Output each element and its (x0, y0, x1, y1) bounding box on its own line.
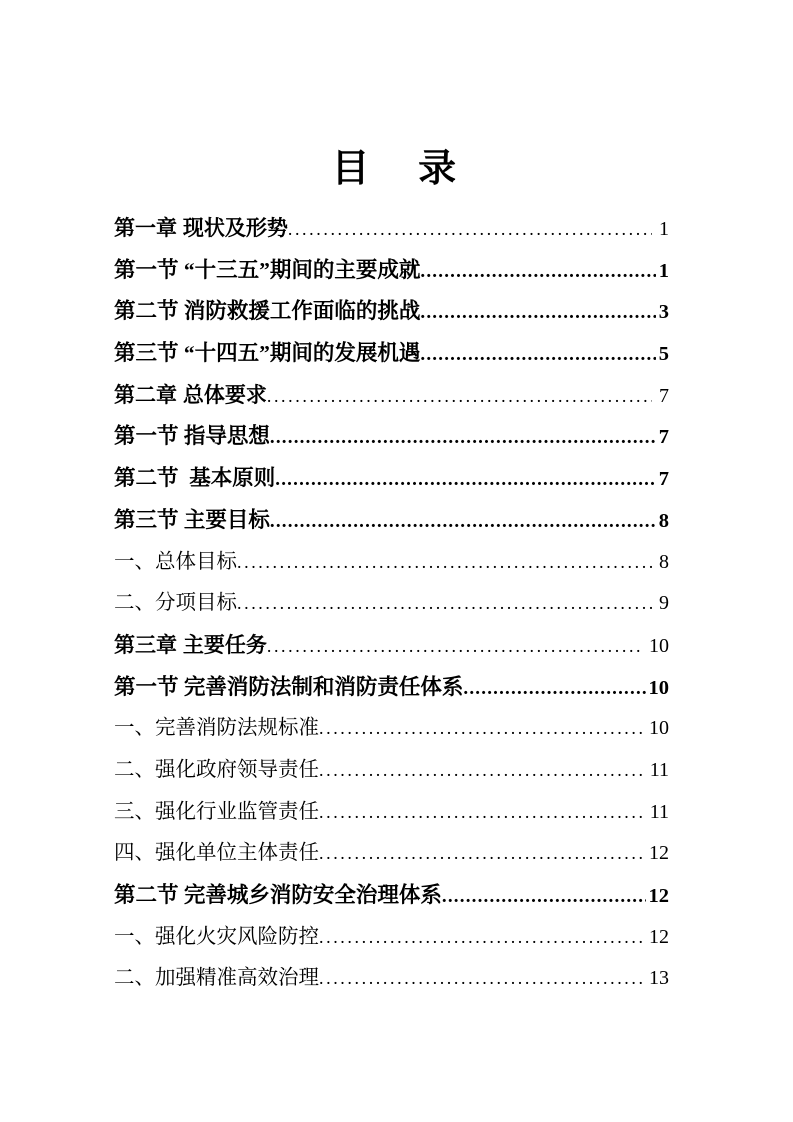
dot-leader (442, 876, 646, 918)
toc-entry-page-number: 10 (649, 717, 669, 740)
dot-leader (288, 209, 652, 251)
toc-entry-page-number: 5 (658, 343, 669, 366)
toc-entry (114, 500, 669, 542)
toc-entry-page-number: 1 (659, 218, 669, 240)
dot-leader (319, 708, 642, 750)
dot-leader (275, 459, 655, 501)
toc-entry-label: 第二节 完善城乡消防安全治理体系 (114, 883, 442, 907)
toc-entry (114, 917, 669, 959)
toc-entry-page-number: 7 (658, 426, 669, 449)
toc-entry (114, 958, 669, 1000)
toc-entry (114, 750, 669, 792)
toc-entry (114, 667, 669, 709)
dot-leader (267, 376, 652, 418)
toc-entry (114, 833, 669, 875)
toc-entry-page-number: 12 (649, 842, 669, 865)
toc-entry-page-number: 8 (659, 550, 669, 573)
dot-leader (270, 501, 656, 543)
toc-entry-label: 第三节 主要目标 (114, 507, 270, 532)
toc-entry (114, 792, 669, 834)
toc-entry-label: 一、总体目标 (114, 550, 237, 573)
toc-entry (114, 583, 669, 625)
toc-entry-label: 第二节 基本原则 (114, 466, 276, 491)
toc-entry-label: 三、强化行业监管责任 (114, 800, 319, 823)
toc-entry (114, 291, 669, 333)
toc-entry-page-number: 9 (659, 592, 669, 615)
dot-leader (237, 583, 652, 625)
toc-entry-page-number: 8 (658, 509, 669, 532)
dot-leader (420, 334, 655, 376)
dot-leader (319, 958, 642, 1000)
toc-entry-label: 四、强化单位主体责任 (114, 842, 319, 865)
toc-entry-label: 二、分项目标 (114, 592, 237, 615)
dot-leader (420, 251, 655, 293)
dot-leader (270, 417, 656, 459)
dot-leader (463, 668, 645, 710)
dot-leader (319, 750, 643, 792)
dot-leader (420, 292, 655, 334)
toc-entry (114, 458, 669, 500)
toc-entry-page-number: 12 (648, 885, 669, 907)
toc-entry (114, 208, 669, 250)
toc-entry (114, 250, 669, 292)
toc-entry-label: 二、强化政府领导责任 (114, 758, 319, 781)
toc-entry-page-number: 7 (659, 384, 669, 407)
toc-entry (114, 708, 669, 750)
toc-entry (114, 875, 669, 917)
dot-leader (319, 792, 643, 834)
toc-entry-label: 第一节 指导思想 (114, 424, 270, 449)
toc-entry-label: 二、加强精准高效治理 (114, 967, 319, 990)
toc-entry-page-number: 12 (649, 925, 669, 948)
dot-leader (319, 917, 642, 959)
toc-entry-label: 一、完善消防法规标准 (114, 717, 319, 740)
toc-entry-page-number: 1 (658, 259, 669, 282)
toc-entry-page-number: 7 (658, 468, 669, 491)
toc-entry-label: 第二节 消防救援工作面临的挑战 (114, 299, 421, 324)
toc-entry-label: 第二章 总体要求 (114, 383, 267, 407)
toc-entry-page-number: 13 (649, 967, 669, 990)
toc-entry (114, 333, 669, 375)
toc-entry (114, 542, 669, 584)
toc-list (0, 208, 793, 1000)
dot-leader (267, 626, 642, 668)
toc-entry (114, 375, 669, 417)
toc-entry-label: 第三节 “十四五”期间的发展机遇 (114, 341, 421, 366)
toc-entry-page-number: 11 (649, 800, 669, 823)
toc-entry-label: 第一节 完善消防法制和消防责任体系 (114, 674, 464, 699)
toc-entry-label: 第一节 “十三五”期间的主要成就 (114, 257, 421, 282)
toc-entry-page-number: 3 (658, 301, 669, 324)
dot-leader (237, 542, 652, 584)
toc-entry-label: 第一章 现状及形势 (114, 217, 288, 240)
dot-leader (319, 833, 642, 875)
toc-entry-page-number: 10 (648, 676, 669, 699)
toc-entry-page-number: 11 (649, 758, 669, 781)
toc-entry-label: 一、强化火灾风险防控 (114, 925, 319, 948)
toc-entry (114, 416, 669, 458)
toc-entry (114, 625, 669, 667)
toc-entry-label: 第三章 主要任务 (114, 633, 267, 657)
toc-entry-page-number: 10 (649, 634, 669, 657)
page-title: 目 录 (331, 148, 462, 190)
